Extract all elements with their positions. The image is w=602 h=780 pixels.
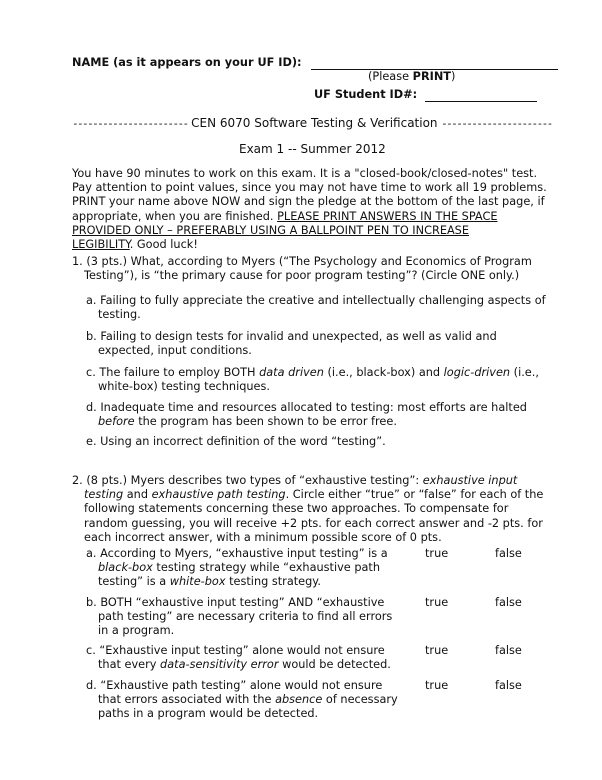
q2-b-line-1: b. BOTH “exhaustive input testing” AND “exhaustive [86, 596, 385, 609]
instructions-line-2: Pay attention to point values, since you may not have time to work all 19 problems. [72, 181, 547, 195]
q2-line-3: following statements concerning these two approaches. To compensate for [84, 502, 509, 516]
q2-line-1-pre: 2. (8 pts.) Myers describes two types of “exhaustive testing”: [72, 474, 423, 487]
q2-statement-d [86, 679, 398, 722]
q1-option-b-line-1: b. Failing to design tests for invalid and unexpected, as well as valid and [86, 330, 497, 343]
q2-d-line-1: d. “Exhaustive path testing” alone would not ensure [86, 679, 383, 692]
name-label: NAME (as it appears on your UF ID): [72, 56, 302, 69]
q2-d-line-3: paths in a program would be detected. [98, 707, 319, 721]
q1-d-em: before [98, 415, 135, 429]
q2-d-line-2-pre: that errors associated with the [98, 693, 276, 707]
q2-c-em: data-sensitivity error [160, 658, 279, 672]
q2-a-line-3-pre: testing” is a [98, 575, 170, 589]
q1-c-mid: (i.e., black-box) and [323, 366, 444, 379]
course-title: CEN 6070 Software Testing & Verification [191, 116, 438, 130]
question-1-prompt [72, 255, 532, 283]
q2-d-em: absence [275, 693, 323, 707]
instructions-emphasis-2: PROVIDED ONLY – PREFERABLY USING A BALLPOINT PEN TO INCREASE [72, 223, 469, 237]
q2-c-false-option[interactable]: false [495, 644, 522, 657]
q2-b-line-2: path testing” are necessary criteria to find all errors [98, 610, 393, 624]
q2-statement-a [86, 547, 388, 590]
q2-line-2-mid: and [123, 488, 152, 502]
student-id-blank-line[interactable] [425, 88, 537, 102]
q2-c-line-1: c. “Exhaustive input testing” alone would not ensure [86, 644, 385, 657]
q2-a-em-1: black-box [98, 561, 153, 575]
q2-c-line-2-pre: that every [98, 658, 161, 672]
exam-title: Exam 1 -- Summer 2012 [239, 142, 386, 156]
q1-option-a-line-2: testing. [98, 308, 141, 322]
q2-a-true-option[interactable]: true [425, 547, 449, 560]
q1-option-b-line-2: expected, input conditions. [98, 344, 252, 358]
q1-option-e-line-1: e. Using an incorrect definition of the word “testing”. [86, 435, 386, 448]
q2-line-1-em: exhaustive input [422, 474, 518, 487]
dashes-left: ----------------------- [72, 117, 188, 130]
please-print-note [368, 70, 455, 83]
q1-d-post: the program has been shown to be error free. [134, 415, 397, 429]
q1-option-c-line-2: white-box) testing techniques. [98, 380, 270, 394]
q2-statement-c [86, 644, 391, 672]
q2-line-5: each incorrect answer, with a minimum possible score of 0 pts. [84, 530, 442, 544]
instructions-good-luck: . Good luck! [129, 238, 198, 252]
q1-option-d[interactable] [86, 401, 527, 429]
instructions-line-3: PRINT your name above NOW and sign the pledge at the bottom of the last page, if [72, 195, 545, 209]
q2-d-true-option[interactable]: true [425, 679, 449, 692]
dashes-right: ---------------------- [441, 117, 552, 130]
q2-a-false-option[interactable]: false [495, 547, 522, 560]
q2-d-false-option[interactable]: false [495, 679, 522, 692]
name-field-row [72, 56, 558, 70]
q2-b-false-option[interactable]: false [495, 596, 522, 609]
q2-a-em-2: white-box [169, 575, 226, 589]
q1-option-e[interactable] [86, 435, 386, 449]
course-title-row [72, 116, 552, 130]
q1-c-em-1: data driven [259, 366, 324, 379]
q2-b-line-3: in a program. [98, 624, 175, 638]
please-print-close: ) [451, 70, 456, 83]
please-print-open: (Please [368, 70, 413, 83]
instructions-line-4: appropriate, when you are finished. [72, 209, 278, 223]
student-id-row [314, 88, 537, 102]
q2-c-line-2-post: would be detected. [278, 658, 391, 672]
instructions-emphasis-1: PLEASE PRINT ANSWERS IN THE SPACE [277, 209, 498, 223]
q1-c-em-2: logic-driven [443, 366, 511, 379]
q1-option-b[interactable] [86, 330, 497, 358]
q1-line-2: Testing”), is “the primary cause for poor program testing”? (Circle ONE only.) [84, 269, 520, 283]
q1-option-c[interactable] [86, 366, 539, 394]
please-print-bold: PRINT [412, 70, 452, 83]
instructions-emphasis-3: LEGIBILITY [72, 238, 130, 252]
instructions-line-1: You have 90 minutes to work on this exam. It is a "closed-book/closed-notes" test. [72, 167, 538, 180]
q1-line-1: 1. (3 pts.) What, according to Myers (“The Psychology and Economics of Program [72, 255, 532, 268]
student-id-label: UF Student ID#: [314, 88, 418, 101]
q2-b-true-option[interactable]: true [425, 596, 449, 609]
q1-c-pre: c. The failure to employ BOTH [86, 366, 260, 379]
q1-option-a[interactable] [86, 294, 546, 322]
q2-line-2-em-2: exhaustive path testing [151, 488, 286, 502]
instructions [72, 167, 547, 252]
name-blank-line[interactable] [311, 56, 558, 70]
q2-c-true-option[interactable]: true [425, 644, 449, 657]
q2-line-2-post: . Circle either “true” or “false” for each of the [285, 488, 544, 502]
question-2-prompt [72, 474, 543, 545]
q2-a-line-3-post: testing strategy. [225, 575, 321, 589]
q2-line-4: random guessing, you will receive +2 pts. for each correct answer and -2 pts. for [84, 516, 543, 530]
q1-option-d-line-1: d. Inadequate time and resources allocated to testing: most efforts are halted [86, 401, 527, 414]
q2-d-line-2-post: of necessary [322, 693, 398, 707]
q2-a-line-2-post: testing strategy while “exhaustive path [152, 561, 381, 575]
q2-statement-b [86, 596, 392, 639]
q1-option-a-line-1: a. Failing to fully appreciate the creative and intellectually challenging aspects of [86, 294, 546, 307]
q1-c-post: (i.e., [510, 366, 539, 379]
q2-line-2-em-1: testing [84, 488, 124, 502]
q2-a-line-1: a. According to Myers, “exhaustive input testing” is a [86, 547, 388, 560]
